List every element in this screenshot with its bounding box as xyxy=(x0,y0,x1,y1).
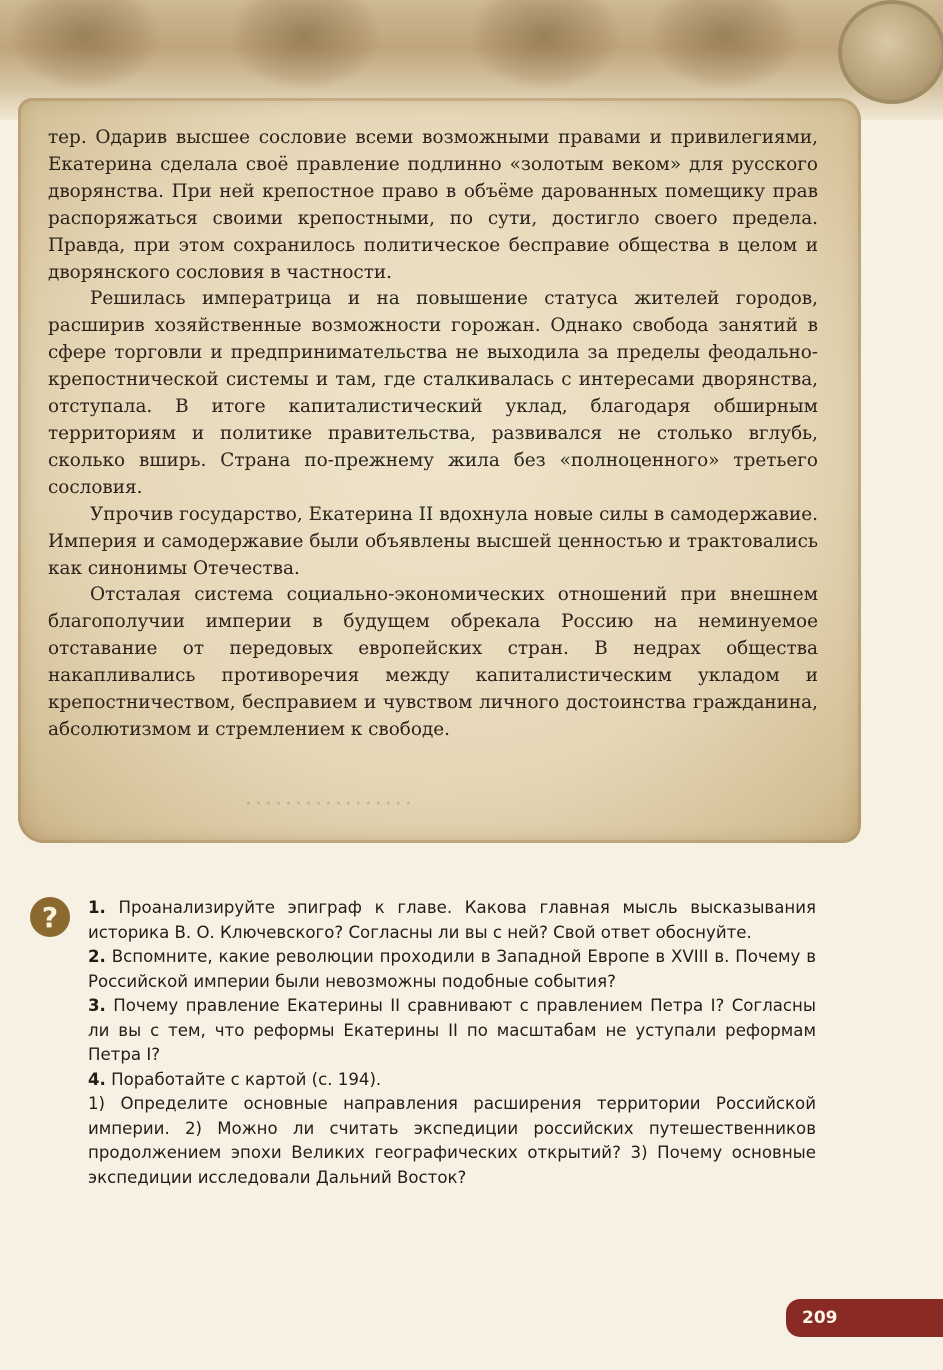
question-text: Вспомните, какие революции проходили в Западной Европе в XVIII в. Почему в Российской империи были невозможны подобные события? xyxy=(88,947,816,991)
question-subtasks: 1) Определите основные направления расширения территории Российской империи. 2) Можно ли считать экспедиции российских путешественников продолжением эпохи Великих географических открытий? 3) Почему основные экспедиции исследовали Дальний Восток? xyxy=(88,1094,816,1187)
medallion-decoration xyxy=(650,0,800,90)
question-number: 4. xyxy=(88,1069,106,1089)
question-text: Почему правление Екатерины II сравнивают с правлением Петра I? Согласны ли вы с тем, что реформы Екатерины II по масштабам не уступали реформам Петра I? xyxy=(88,996,816,1064)
question-number: 1. xyxy=(88,898,106,917)
questions-block xyxy=(88,896,816,1190)
medallion-decoration xyxy=(10,0,160,90)
question-number: 3. xyxy=(88,996,106,1015)
paragraph: Отсталая система социально-экономических отношений при внешнем благополучии империи в будущем обрекала Россию на неминуемое отставание от передовых европейских стран. В недрах общества накапливались противоречия между капиталистическим укладом и крепостничеством, бесправием и чувством личного достоинства гражданина, абсолютизмом и стремлением к свободе. xyxy=(48,584,818,740)
question-item xyxy=(88,1068,816,1093)
medallion-decoration xyxy=(230,0,380,90)
medallion-decoration xyxy=(470,0,620,90)
paragraph: Упрочив государство, Екатерина II вдохнула новые силы в самодержавие. Империя и самодержавие были объявлены высшей ценностью и трактовались как синонимы Отечества. xyxy=(48,503,818,579)
faded-watermark: ················· xyxy=(245,792,415,817)
coin-decoration xyxy=(838,0,943,104)
question-text: Поработайте с картой (с. 194). xyxy=(111,1069,382,1089)
question-item xyxy=(88,896,816,945)
question-mark-icon: ? xyxy=(30,897,70,937)
paragraph: тер. Одарив высшее сословие всеми возможными правами и привилегиями, Екатерина сделала своё правление подлинно «золотым веком» для русского дворянства. При ней крепостное право в объёме дарованных помещику прав распоряжаться своими крепостными, по сути, достигло своего предела. Правда, при этом сохранилось политическое бесправие общества в целом и дворянского сословия в частности. xyxy=(48,127,818,283)
question-number: 2. xyxy=(88,947,106,966)
page-number-tab xyxy=(786,1299,943,1337)
main-text xyxy=(48,125,818,744)
page-number: 209 xyxy=(802,1308,838,1328)
paragraph: Решилась императрица и на повышение статуса жителей городов, расширив хозяйственные возможности горожан. Однако свобода занятий в сфере торговли и предпринимательства не выходила за пределы феодально-крепостнической системы и там, где сталкивалась с интересами дворянства, отступала. В итоге капиталистический уклад, благодаря обширным территориям и политике правительства, развивался не столько вглубь, сколько вширь. Страна по-прежнему жила без «полноценного» третьего сословия. xyxy=(48,288,818,498)
question-text: Проанализируйте эпиграф к главе. Какова главная мысль высказывания историка В. О. Ключевского? Согласны ли вы с ней? Свой ответ обоснуйте. xyxy=(88,898,816,942)
question-item xyxy=(88,994,816,1068)
question-item xyxy=(88,945,816,994)
